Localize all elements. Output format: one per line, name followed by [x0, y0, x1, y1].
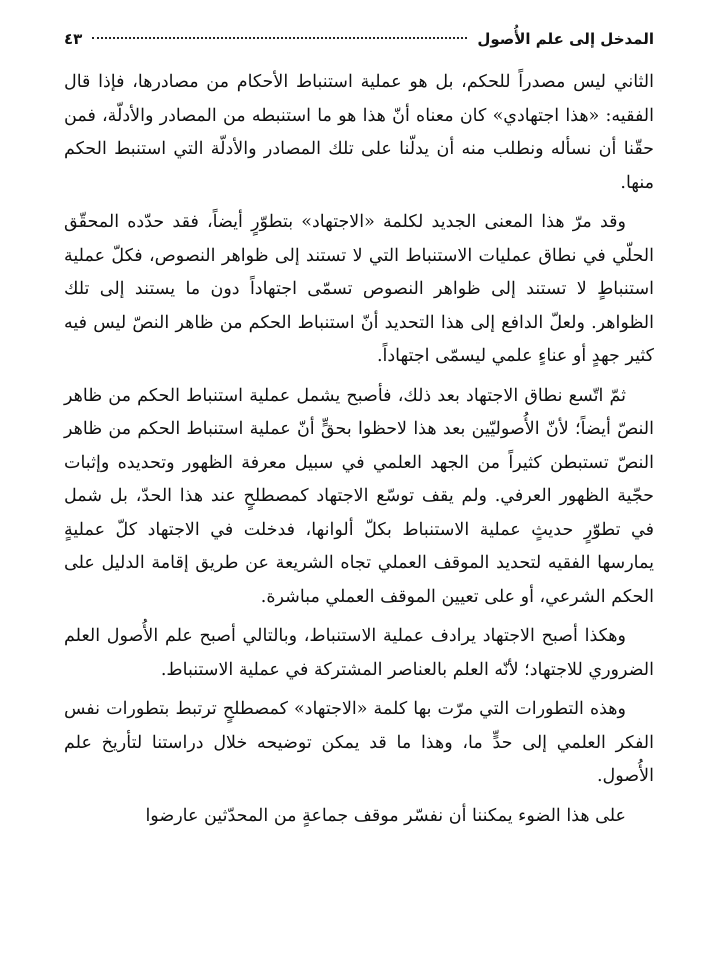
paragraph: وهكذا أصبح الاجتهاد يرادف عملية الاستنباط، وبالتالي أصبح علم الأُصول العلم الضروري للاجتهاد؛ لأنّه العلم بالعناصر المشتركة في عملية الاستنباط. [64, 626, 654, 680]
paragraph: ثمّ اتّسع نطاق الاجتهاد بعد ذلك، فأصبح يشمل عملية استنباط الحكم من ظاهر النصّ أيضاً؛ لأنّ الأُصوليّين بعد هذا لاحظوا بحقٍّ أنّ عملية استنباط الحكم من ظاهر النصّ تستبطن كثيراً من الجهد العلمي في سبيل معرفة الظهور وتحديده وإثبات حجّية الظهور العرفي. ولم يقف توسّع الاجتهاد كمصطلحٍ عند هذا الحدّ، بل شمل في تطوّرٍ حديثٍ عملية الاستنباط بكلّ ألوانها، فدخلت في الاجتهاد كلّ عمليةٍ يمارسها الفقيه لتحديد الموقف العملي تجاه الشريعة عن طريق إقامة الدليل على الحكم الشرعي، أو على تعيين الموقف العملي مباشرة. [64, 385, 654, 607]
paragraph: وقد مرّ هذا المعنى الجديد لكلمة «الاجتهاد» بتطوّرٍ أيضاً، فقد حدّده المحقّق الحلّي في نطاق عمليات الاستنباط التي لا تستند إلى ظواهر النصوص، فكلّ عملية استنباطٍ لا تستند إلى ظواهر النصوص تسمّى اجتهاداً دون ما يستند إلى تلك الظواهر. ولعلّ الدافع إلى هذا التحديد أنّ استنباط الحكم من ظاهر النصّ ليس فيه كثير جهدٍ أو عناءٍ علمي ليسمّى اجتهاداً. [64, 212, 654, 366]
header-dot-leader [92, 37, 467, 39]
paragraph: وهذه التطورات التي مرّت بها كلمة «الاجتهاد» كمصطلحٍ ترتبط بتطورات نفس الفكر العلمي إلى حدٍّ ما، وهذا ما قد يمكن توضيحه خلال دراستنا لتأريخ علم الأُصول. [64, 699, 654, 786]
running-header [64, 22, 654, 56]
header-title: المدخل إلى علم الأُصول [477, 30, 654, 48]
page-number: ٤٣ [64, 30, 83, 48]
body-text [64, 66, 654, 833]
paragraph: الثاني ليس مصدراً للحكم، بل هو عملية استنباط الأحكام من مصادرها، فإذا قال الفقيه: «هذا اجتهادي» كان معناه أنّ هذا هو ما استنبطه من المصادر والأدلّة، فمن حقّنا أن نسأله ونطلب منه أن يدلّنا على تلك المصادر والأدلّة التي استنبط الحكم منها. [64, 72, 654, 193]
paragraph: على هذا الضوء يمكننا أن نفسّر موقف جماعةٍ من المحدّثين عارضوا [145, 805, 626, 826]
